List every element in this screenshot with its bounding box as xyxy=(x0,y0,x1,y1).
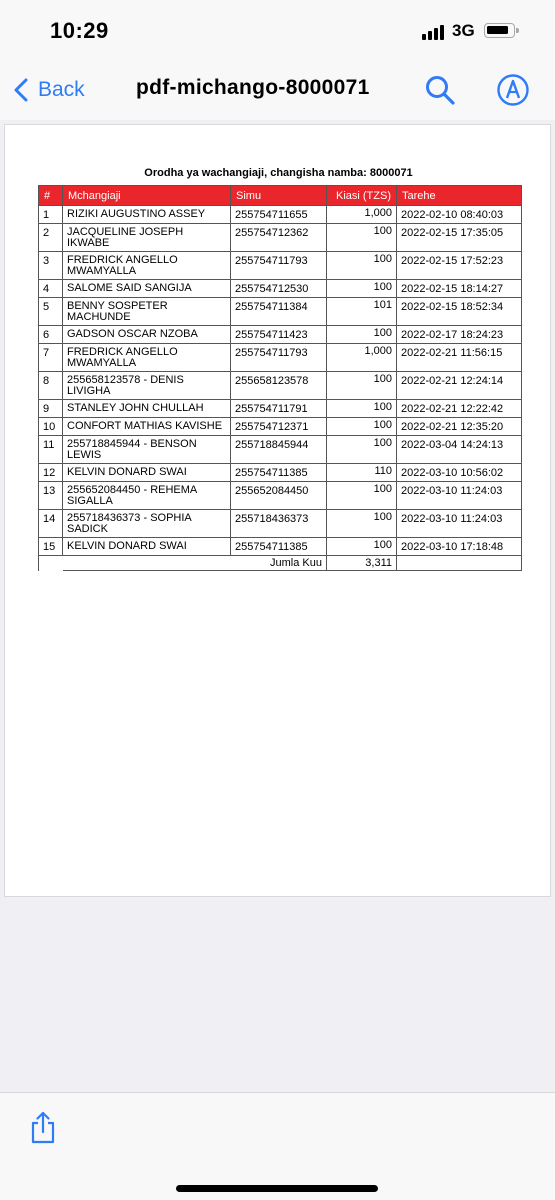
contributor-name: GADSON OSCAR NZOBA xyxy=(63,326,231,344)
contributor-name: CONFORT MATHIAS KAVISHE xyxy=(63,418,231,436)
contributor-phone: 255718845944 xyxy=(231,436,327,464)
table-row xyxy=(39,326,522,344)
contributor-name: RIZIKI AUGUSTINO ASSEY xyxy=(63,206,231,224)
contribution-amount: 1,000 xyxy=(327,344,397,372)
contributor-phone: 255754711793 xyxy=(231,252,327,280)
contribution-amount: 100 xyxy=(327,538,397,556)
contribution-amount: 100 xyxy=(327,482,397,510)
cellular-signal-icon xyxy=(422,24,446,40)
contributor-name: BENNY SOSPETER MACHUNDE xyxy=(63,298,231,326)
contributor-phone: 255754711791 xyxy=(231,400,327,418)
contribution-date: 2022-03-10 11:24:03 xyxy=(397,510,522,538)
table-row xyxy=(39,372,522,400)
back-chevron-icon xyxy=(14,78,28,102)
back-label: Back xyxy=(38,78,85,101)
contributor-phone: 255754711655 xyxy=(231,206,327,224)
home-indicator[interactable] xyxy=(176,1185,378,1192)
contributor-name: 255718436373 - SOPHIA SADICK xyxy=(63,510,231,538)
column-header: Mchangiaji xyxy=(63,186,231,206)
contribution-amount: 100 xyxy=(327,326,397,344)
contribution-amount: 110 xyxy=(327,464,397,482)
row-number: 9 xyxy=(39,400,63,418)
contribution-date: 2022-02-21 12:35:20 xyxy=(397,418,522,436)
contribution-amount: 100 xyxy=(327,280,397,298)
total-value: 3,311 xyxy=(327,556,397,571)
contributor-name: FREDRICK ANGELLO MWAMYALLA xyxy=(63,344,231,372)
bottom-toolbar xyxy=(0,1092,555,1200)
contributor-phone: 255754711423 xyxy=(231,326,327,344)
table-row xyxy=(39,298,522,326)
contributor-phone: 255658123578 xyxy=(231,372,327,400)
contribution-date: 2022-03-10 10:56:02 xyxy=(397,464,522,482)
contributor-name: 255718845944 - BENSON LEWIS xyxy=(63,436,231,464)
contributor-name: KELVIN DONARD SWAI xyxy=(63,464,231,482)
search-icon[interactable] xyxy=(423,73,457,107)
contributor-name: SALOME SAID SANGIJA xyxy=(63,280,231,298)
table-row xyxy=(39,252,522,280)
markup-icon[interactable] xyxy=(496,73,530,107)
contribution-amount: 101 xyxy=(327,298,397,326)
column-header: Simu xyxy=(231,186,327,206)
contribution-date: 2022-03-04 14:24:13 xyxy=(397,436,522,464)
column-header: Tarehe xyxy=(397,186,522,206)
contribution-date: 2022-02-15 18:52:34 xyxy=(397,298,522,326)
contributor-name: 255652084450 - REHEMA SIGALLA xyxy=(63,482,231,510)
table-row xyxy=(39,482,522,510)
contributor-phone: 255754712362 xyxy=(231,224,327,252)
table-row xyxy=(39,400,522,418)
contribution-amount: 100 xyxy=(327,510,397,538)
contributor-phone: 255754711385 xyxy=(231,538,327,556)
total-label: Jumla Kuu xyxy=(231,556,327,571)
contribution-date: 2022-02-15 17:35:05 xyxy=(397,224,522,252)
row-number: 4 xyxy=(39,280,63,298)
table-row xyxy=(39,206,522,224)
contribution-amount: 100 xyxy=(327,372,397,400)
row-number: 5 xyxy=(39,298,63,326)
contribution-amount: 100 xyxy=(327,224,397,252)
table-row xyxy=(39,224,522,252)
row-number: 8 xyxy=(39,372,63,400)
row-number: 10 xyxy=(39,418,63,436)
table-row xyxy=(39,418,522,436)
table-row xyxy=(39,510,522,538)
table-header-row xyxy=(39,186,522,206)
row-number: 12 xyxy=(39,464,63,482)
row-number: 15 xyxy=(39,538,63,556)
contributor-phone: 255754711384 xyxy=(231,298,327,326)
contributor-phone: 255652084450 xyxy=(231,482,327,510)
table-row xyxy=(39,538,522,556)
contributor-phone: 255718436373 xyxy=(231,510,327,538)
column-header: Kiasi (TZS) xyxy=(327,186,397,206)
contributor-phone: 255754711793 xyxy=(231,344,327,372)
pdf-page xyxy=(4,124,551,897)
contribution-date: 2022-02-15 18:14:27 xyxy=(397,280,522,298)
contribution-date: 2022-02-15 17:52:23 xyxy=(397,252,522,280)
total-row xyxy=(39,556,522,571)
document-viewer[interactable] xyxy=(0,120,555,1092)
contributor-name: 255658123578 - DENIS LIVIGHA xyxy=(63,372,231,400)
contributor-name: FREDRICK ANGELLO MWAMYALLA xyxy=(63,252,231,280)
contributor-name: JACQUELINE JOSEPH IKWABE xyxy=(63,224,231,252)
row-number: 6 xyxy=(39,326,63,344)
document-title: pdf-michango-8000071 xyxy=(136,76,370,99)
share-icon[interactable] xyxy=(28,1111,58,1145)
status-time: 10:29 xyxy=(50,18,109,43)
contribution-date: 2022-02-10 08:40:03 xyxy=(397,206,522,224)
status-bar xyxy=(0,0,555,62)
contribution-date: 2022-02-21 12:24:14 xyxy=(397,372,522,400)
contribution-date: 2022-03-10 11:24:03 xyxy=(397,482,522,510)
row-number: 1 xyxy=(39,206,63,224)
contribution-amount: 1,000 xyxy=(327,206,397,224)
contributor-phone: 255754712530 xyxy=(231,280,327,298)
row-number: 14 xyxy=(39,510,63,538)
column-header: # xyxy=(39,186,63,206)
row-number: 3 xyxy=(39,252,63,280)
battery-icon xyxy=(484,23,515,38)
contribution-amount: 100 xyxy=(327,436,397,464)
contributor-phone: 255754712371 xyxy=(231,418,327,436)
network-type: 3G xyxy=(452,21,475,40)
row-number: 2 xyxy=(39,224,63,252)
table-row xyxy=(39,436,522,464)
row-number: 11 xyxy=(39,436,63,464)
contributor-name: KELVIN DONARD SWAI xyxy=(63,538,231,556)
contribution-date: 2022-02-21 11:56:15 xyxy=(397,344,522,372)
contributor-name: STANLEY JOHN CHULLAH xyxy=(63,400,231,418)
table-row xyxy=(39,280,522,298)
table-row xyxy=(39,344,522,372)
contribution-date: 2022-03-10 17:18:48 xyxy=(397,538,522,556)
contribution-date: 2022-02-21 12:22:42 xyxy=(397,400,522,418)
report-title: Orodha ya wachangiaji, changisha namba: 8000071 xyxy=(144,167,413,179)
row-number: 7 xyxy=(39,344,63,372)
contribution-amount: 100 xyxy=(327,418,397,436)
back-button[interactable] xyxy=(14,74,85,106)
contribution-date: 2022-02-17 18:24:23 xyxy=(397,326,522,344)
contributor-phone: 255754711385 xyxy=(231,464,327,482)
contribution-amount: 100 xyxy=(327,400,397,418)
contribution-amount: 100 xyxy=(327,252,397,280)
table-row xyxy=(39,464,522,482)
contributors-table xyxy=(38,185,522,571)
navigation-bar xyxy=(0,62,555,120)
row-number: 13 xyxy=(39,482,63,510)
